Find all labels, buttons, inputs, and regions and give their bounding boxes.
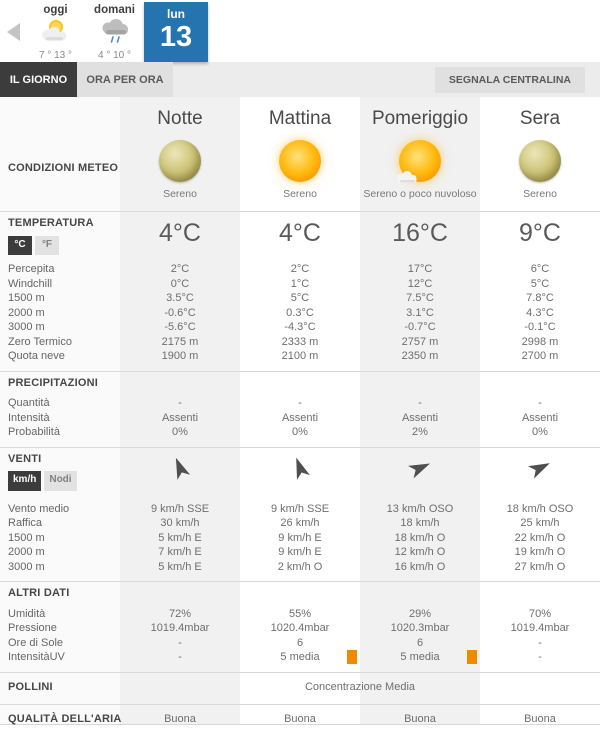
wind-arrow-cell: [480, 452, 600, 485]
value-cell: -: [178, 636, 182, 649]
moon-icon: [159, 140, 201, 182]
section-altri-dati: [0, 581, 600, 672]
conditions-row: [0, 135, 600, 204]
column-header-pomeriggio: Pomeriggio: [371, 108, 469, 129]
value-cell: -5.6°C: [164, 321, 196, 333]
view-tab-bar: [0, 62, 600, 97]
row-label: 2000 m: [8, 546, 45, 558]
row-label: 1500 m: [8, 292, 45, 304]
moon-icon: [519, 140, 561, 182]
day-temps: 7 ° 13 °: [38, 50, 73, 61]
value-cell: -: [298, 397, 302, 409]
value-cell: 12 km/h O: [394, 546, 446, 558]
table-row: [0, 277, 600, 292]
value-cell: 0%: [292, 426, 308, 438]
nodi-toggle-button[interactable]: Nodi: [44, 471, 76, 491]
sun-cloud-icon: [399, 140, 441, 182]
pollini-label: POLLINI: [8, 681, 53, 694]
section-precipitazioni: [0, 371, 600, 447]
table-row: [0, 560, 600, 575]
table-row: [0, 306, 600, 321]
section-condizioni: [0, 97, 600, 211]
segnala-centralina-button[interactable]: SEGNALA CENTRALINA: [435, 67, 585, 93]
prev-day-button[interactable]: [0, 2, 26, 62]
section-qualita-aria: [0, 704, 600, 736]
value-cell: 70%: [528, 607, 552, 620]
value-cell: 30 km/h: [160, 517, 200, 529]
table-row: [0, 621, 600, 636]
value-cell: Buona: [524, 713, 556, 726]
temperatura-label: TEMPERATURA: [8, 217, 94, 229]
value-cell: -4.3°C: [284, 321, 316, 333]
value-cell: 0%: [172, 426, 188, 438]
table-row: [0, 291, 600, 306]
value-cell: -: [178, 397, 182, 409]
row-label: Probabilità: [8, 426, 60, 438]
kmh-toggle-button[interactable]: km/h: [8, 471, 41, 491]
value-cell: 3.5°C: [166, 292, 194, 304]
column-header-row: [0, 99, 600, 135]
condition-cell: Sereno: [120, 137, 240, 200]
value-cell: 5 km/h E: [158, 531, 202, 544]
value-cell: 5 media: [240, 650, 360, 665]
forecast-table: [0, 97, 600, 725]
value-cell: 27 km/h O: [514, 560, 566, 573]
value-cell: 22 km/h O: [514, 531, 566, 544]
chevron-left-icon: [7, 23, 20, 41]
temperatura-header-row: [0, 216, 600, 262]
table-row: [0, 636, 600, 651]
day-tab-domani[interactable]: [85, 2, 144, 62]
value-cell: 7.8°C: [526, 292, 554, 304]
value-cell: 12°C: [407, 277, 433, 290]
value-cell: 2333 m: [281, 335, 319, 348]
row-label: Windchill: [8, 277, 53, 290]
value-cell: 2998 m: [521, 335, 559, 348]
row-label: Percepita: [8, 263, 55, 275]
value-cell: 7 km/h E: [158, 546, 202, 558]
tab-ora-per-ora[interactable]: ORA PER ORA: [77, 62, 173, 97]
value-cell: 2700 m: [521, 350, 559, 362]
celsius-toggle-button[interactable]: °C: [8, 236, 32, 256]
value-cell: 9 km/h E: [278, 531, 322, 544]
value-cell: 2100 m: [281, 350, 319, 362]
table-row: [0, 411, 600, 426]
value-cell: 2%: [412, 426, 428, 438]
value-cell: 0.3°C: [286, 306, 314, 319]
uv-index-marker: [467, 650, 477, 664]
row-label: 1500 m: [8, 531, 45, 544]
condition-cell: Sereno: [240, 137, 360, 200]
value-cell: Assenti: [161, 411, 199, 424]
value-cell: 2350 m: [401, 350, 439, 362]
wind-arrow-cell: [360, 452, 480, 485]
value-cell: 3.1°C: [406, 306, 434, 319]
row-label: Vento medio: [8, 502, 70, 515]
wind-direction-arrow-icon: [286, 452, 315, 482]
row-label: 3000 m: [8, 560, 45, 573]
value-cell: 29%: [408, 607, 432, 620]
row-label: Raffica: [8, 517, 43, 529]
value-cell: -: [418, 397, 422, 409]
value-cell: 55%: [288, 607, 312, 620]
row-label: Umidità: [8, 607, 46, 620]
row-label: Zero Termico: [8, 335, 72, 348]
value-cell: Buona: [404, 713, 436, 726]
value-cell: 2°C: [170, 263, 190, 275]
row-label: IntensitàUV: [8, 651, 65, 663]
value-cell: 6°C: [530, 263, 550, 275]
table-row: [0, 607, 600, 622]
wind-direction-arrow-icon: [165, 452, 194, 482]
value-cell: 16 km/h O: [394, 560, 446, 573]
value-cell: 1900 m: [161, 350, 199, 362]
table-row: [0, 502, 600, 517]
table-row: [0, 396, 600, 411]
value-cell: 6: [416, 636, 424, 649]
value-cell: 6: [296, 636, 304, 649]
value-cell: 19 km/h O: [514, 546, 566, 558]
row-label: 3000 m: [8, 321, 45, 333]
value-cell: Buona: [164, 713, 196, 726]
value-cell: Assenti: [401, 411, 439, 424]
value-cell: -0.6°C: [164, 306, 196, 319]
value-cell: 1°C: [290, 277, 310, 290]
main-temp: 4°C: [159, 219, 201, 247]
table-row: [0, 262, 600, 277]
main-temp: 4°C: [279, 219, 321, 247]
day-selector-bar: [0, 0, 600, 62]
value-cell: 18 km/h OSO: [506, 502, 574, 515]
section-pollini: [0, 672, 600, 704]
unit-toggle: [8, 236, 120, 256]
value-cell: Assenti: [281, 411, 319, 424]
value-cell: 13 km/h OSO: [386, 502, 454, 515]
value-cell: -: [538, 636, 542, 649]
selected-day-name: lun: [167, 7, 185, 21]
table-row: [0, 320, 600, 335]
value-cell: -0.1°C: [524, 321, 556, 333]
venti-label: VENTI: [8, 452, 42, 465]
tab-il-giorno[interactable]: IL GIORNO: [0, 62, 77, 97]
sun-cloud-icon: [34, 17, 78, 49]
value-cell: -: [538, 651, 542, 663]
value-cell: 25 km/h: [520, 517, 560, 529]
value-cell: 0%: [532, 426, 548, 438]
day-name: domani: [94, 4, 135, 16]
condition-cell: Sereno: [480, 137, 600, 200]
value-cell: 5 media: [360, 650, 480, 665]
value-cell: 5°C: [290, 292, 310, 304]
uv-index-marker: [347, 650, 357, 664]
main-temp: 16°C: [392, 219, 448, 247]
value-cell: 2°C: [290, 263, 310, 275]
table-row: [0, 650, 600, 665]
precipitazioni-label: PRECIPITAZIONI: [8, 376, 98, 389]
section-temperatura: [0, 211, 600, 371]
value-cell: 4.3°C: [526, 306, 554, 319]
value-cell: 2757 m: [401, 335, 439, 348]
wind-arrow-cell: [240, 452, 360, 485]
value-cell: 26 km/h: [280, 517, 320, 529]
value-cell: 18 km/h O: [394, 531, 446, 544]
day-name: oggi: [43, 4, 68, 16]
table-row: [0, 349, 600, 364]
sun-icon: [279, 140, 321, 182]
altri-dati-header-row: [0, 586, 600, 601]
conditions-label: CONDIZIONI METEO: [8, 162, 119, 175]
row-label: 2000 m: [8, 306, 45, 319]
row-label: Quota neve: [8, 350, 65, 362]
value-cell: 1020.3mbar: [390, 622, 450, 634]
day-tab-oggi[interactable]: [26, 2, 85, 62]
main-temp: 9°C: [519, 219, 561, 247]
wind-direction-arrow-icon: [405, 453, 436, 483]
value-cell: 2 km/h O: [277, 560, 323, 573]
value-cell: Assenti: [521, 411, 559, 424]
wind-arrow-cell: [120, 452, 240, 485]
value-cell: 17°C: [407, 263, 433, 275]
column-header-sera: Sera: [519, 108, 561, 129]
value-cell: 9 km/h SSE: [270, 502, 330, 515]
value-cell: 0°C: [170, 277, 190, 290]
wind-unit-toggle: [8, 471, 120, 491]
value-cell: -: [538, 397, 542, 409]
value-cell: 1019.4mbar: [150, 622, 210, 634]
pollini-value: Concentrazione Media: [304, 681, 416, 694]
value-cell: 7.5°C: [406, 292, 434, 304]
day-tab-lun-13-selected[interactable]: [144, 2, 208, 62]
section-venti: [0, 447, 600, 582]
value-cell: 1020.4mbar: [270, 622, 330, 634]
value-cell: 5 km/h E: [158, 560, 202, 573]
condition-cell: Sereno o poco nuvoloso: [360, 137, 480, 200]
value-cell: -: [178, 651, 182, 663]
precipitazioni-header-row: [0, 376, 600, 391]
value-cell: 18 km/h: [400, 517, 440, 529]
value-cell: 72%: [168, 607, 192, 620]
value-cell: 1019.4mbar: [510, 622, 570, 634]
value-cell: 9 km/h SSE: [150, 502, 210, 515]
value-cell: -0.7°C: [404, 321, 436, 333]
altri-dati-label: ALTRI DATI: [8, 587, 70, 599]
value-cell: 5°C: [530, 277, 550, 290]
table-row: [0, 545, 600, 560]
row-label: Intensità: [8, 411, 50, 424]
day-temps: 4 ° 10 °: [97, 50, 132, 61]
wind-direction-arrow-icon: [524, 452, 555, 482]
row-label: Quantità: [8, 397, 50, 409]
row-label: Ore di Sole: [8, 636, 64, 649]
selected-day-number: 13: [159, 21, 193, 53]
table-row: [0, 516, 600, 531]
column-header-notte: Notte: [157, 108, 203, 129]
fahrenheit-toggle-button[interactable]: °F: [35, 236, 59, 256]
table-row: [0, 531, 600, 546]
value-cell: 9 km/h E: [278, 546, 322, 558]
qualita-aria-label: QUALITÀ DELL'ARIA: [8, 713, 122, 726]
column-header-mattina: Mattina: [268, 108, 332, 129]
venti-header-row: [0, 452, 600, 502]
value-cell: Buona: [284, 713, 316, 726]
table-row: [0, 335, 600, 350]
value-cell: 2175 m: [161, 335, 199, 348]
row-label: Pressione: [8, 622, 57, 634]
table-row: [0, 425, 600, 440]
rain-cloud-icon: [93, 17, 137, 49]
